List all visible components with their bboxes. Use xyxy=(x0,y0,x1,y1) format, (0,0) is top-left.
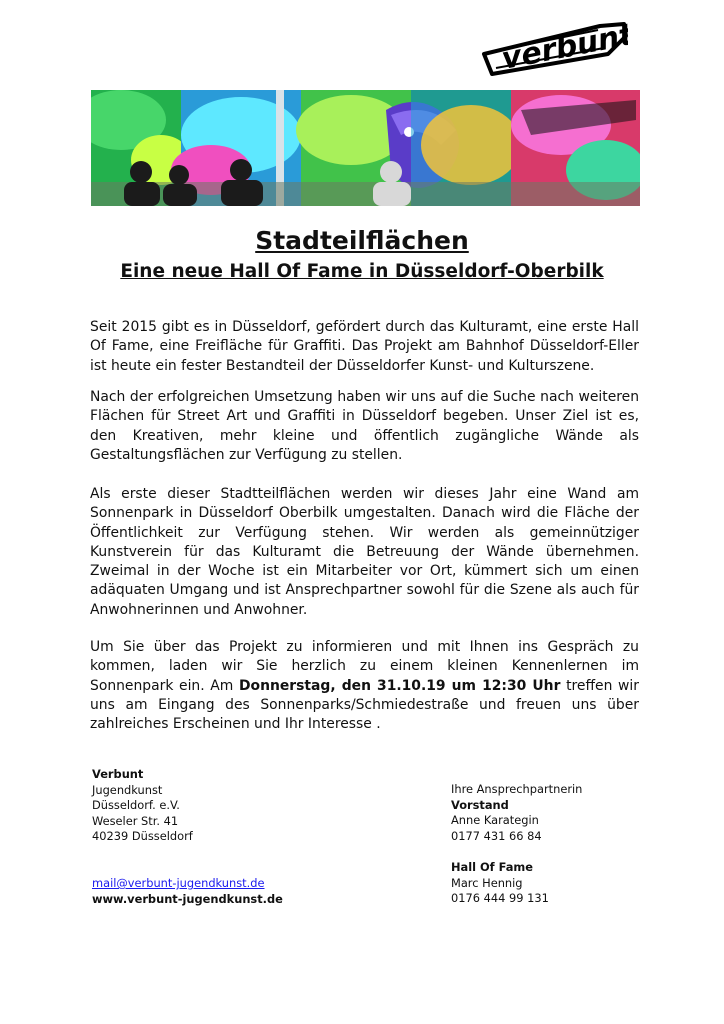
contact-role-board: Vorstand xyxy=(451,797,509,812)
verbunt-logo xyxy=(480,14,628,80)
org-name: Verbunt xyxy=(92,767,144,781)
invitation-text-start: Um Sie über das Projekt zu informieren und mit Ihnen ins Gespräch zu kommen, laden wir Sie herzlich zu einem kleinen Kennenlernen im Sonnenpark ein. Am xyxy=(90,639,639,694)
paragraph-sonnenpark: Als erste dieser Stadtteilflächen werden wir dieses Jahr eine Wand am Sonnenpark in Düsseldorf Oberbilk umgestalten. Danach wird die Fläche der Öffentlichkeit zur Verfügung stehen. Wir werden als gemeinnütziger Kunstverein für das Kulturamt die Betreuung der Wände übernehmen. Zweimal in der Woche ist ein Mitarbeiter vor Ort, kümmert sich um einen adäquaten Umgang und ist Ansprechpartner sowohl für die Szene als auch für Anwohnerinnen und Anwohner. xyxy=(90,486,639,618)
website-link[interactable]: www.verbunt-jugendkunst.de xyxy=(92,891,283,906)
paragraph-search: Nach der erfolgreichen Umsetzung haben wir uns auf die Suche nach weiteren Flächen für Street Art und Graffiti in Düsseldorf begeben. Unser Ziel ist es, den Kreativen, mehr kleine und öffentlich zugängliche Wände als Gestaltungsflächen zur Verfügung zu stellen. xyxy=(90,389,639,463)
org-city: 40239 Düsseldorf xyxy=(92,829,193,844)
graffiti-banner-image xyxy=(91,90,640,206)
paragraph-intro: Seit 2015 gibt es in Düsseldorf, gefördert durch das Kulturamt, eine erste Hall Of Fame, eine Freifläche für Graffiti. Das Projekt am Bahnhof Düsseldorf-Eller ist heute ein fester Bestandteil der Düsseldorfer Kunst- und Kulturszene. xyxy=(90,319,639,374)
page-title: Stadteilflächen xyxy=(255,226,469,255)
contact-phone-board: 0177 431 66 84 xyxy=(451,828,542,843)
email-link[interactable]: mail@verbunt-jugendkunst.de xyxy=(92,876,265,890)
invitation-date: Donnerstag, den 31.10.19 um 12:30 Uhr xyxy=(239,677,561,694)
footer-contacts xyxy=(451,782,582,907)
org-line-1: Jugendkunst xyxy=(92,782,163,797)
page-subtitle: Eine neue Hall Of Fame in Düsseldorf-Oberbilk xyxy=(120,261,604,282)
org-line-2: Düsseldorf. e.V. xyxy=(92,798,180,813)
footer-address xyxy=(92,767,193,845)
contact-intro: Ihre Ansprechpartnerin xyxy=(451,782,583,796)
paragraph-invitation xyxy=(90,638,639,734)
invitation-text-end: treffen wir uns am Eingang des Sonnenparks/Schmiedestraße und freuen uns über zahlreiches Erscheinen und Ihr Interesse . xyxy=(90,677,639,733)
contact-phone-hall-of-fame: 0176 444 99 131 xyxy=(451,891,549,906)
org-street: Weseler Str. 41 xyxy=(92,813,179,828)
svg-text:verbunt: verbunt xyxy=(498,17,628,77)
footer-contact-links xyxy=(92,876,283,907)
contact-role-hall-of-fame: Hall Of Fame xyxy=(451,859,533,874)
contact-name-board: Anne Karategin xyxy=(451,813,539,828)
contact-name-hall-of-fame: Marc Hennig xyxy=(451,875,523,890)
